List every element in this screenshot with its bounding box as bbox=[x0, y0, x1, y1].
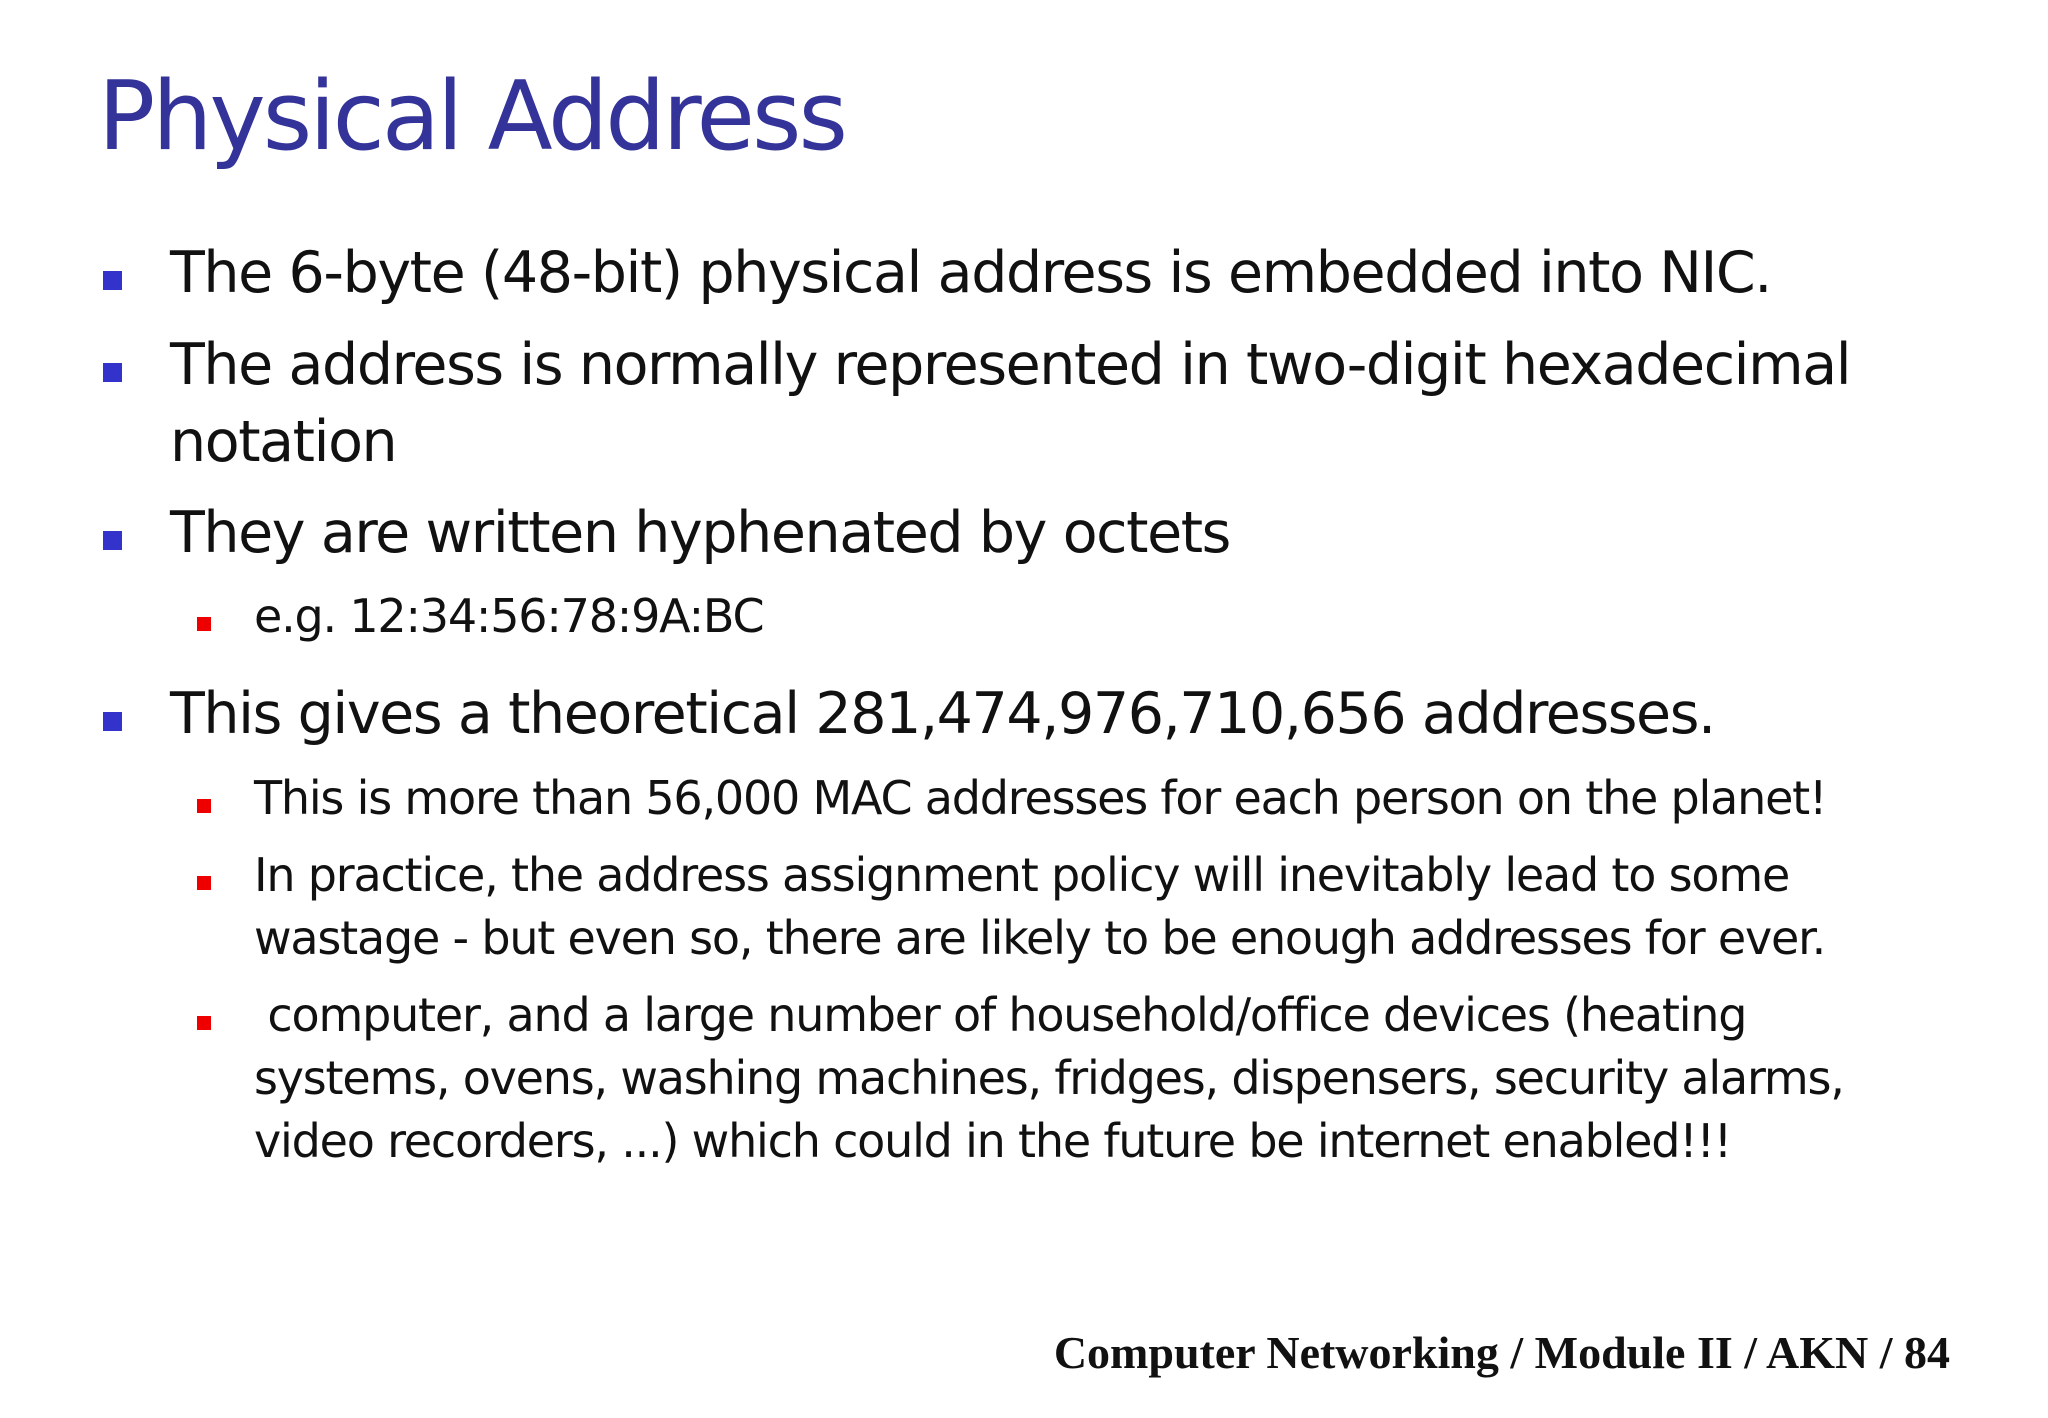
subbullet-text: In practice, the address assignment policy will inevitably lead to some bbox=[254, 848, 1790, 902]
subbullet-text: This is more than 56,000 MAC addresses for each person on the planet! bbox=[254, 771, 1827, 825]
square-subbullet-icon bbox=[197, 1016, 211, 1030]
slide-title: Physical Address bbox=[98, 62, 845, 172]
subbullet-text-continued: systems, ovens, washing machines, fridges, dispensers, security alarms, bbox=[254, 1051, 1844, 1105]
bullet-text: This gives a theoretical 281,474,976,710,656 addresses. bbox=[170, 681, 1715, 747]
subbullet-text-continued: wastage - but even so, there are likely to be enough addresses for ever. bbox=[254, 911, 1825, 965]
subbullet-text: computer, and a large number of household/office devices (heating bbox=[254, 988, 1747, 1042]
bullet-text: The address is normally represented in two-digit hexadecimal bbox=[170, 332, 1851, 398]
slide-footer: Computer Networking / Module II / AKN / 84 bbox=[1053, 1327, 1950, 1378]
bullet-text: The 6-byte (48-bit) physical address is embedded into NIC. bbox=[170, 240, 1772, 306]
square-subbullet-icon bbox=[197, 617, 211, 631]
square-bullet-icon bbox=[103, 271, 122, 290]
bullet-text: They are written hyphenated by octets bbox=[170, 500, 1230, 566]
bullet-text-continued: notation bbox=[170, 409, 397, 475]
square-bullet-icon bbox=[103, 363, 122, 382]
square-bullet-icon bbox=[103, 531, 122, 550]
square-subbullet-icon bbox=[197, 876, 211, 890]
subbullet-text: e.g. 12:34:56:78:9A:BC bbox=[254, 589, 764, 643]
square-bullet-icon bbox=[103, 712, 122, 731]
square-subbullet-icon bbox=[197, 799, 211, 813]
subbullet-text-continued: video recorders, ...) which could in the future be internet enabled!!! bbox=[254, 1114, 1731, 1168]
